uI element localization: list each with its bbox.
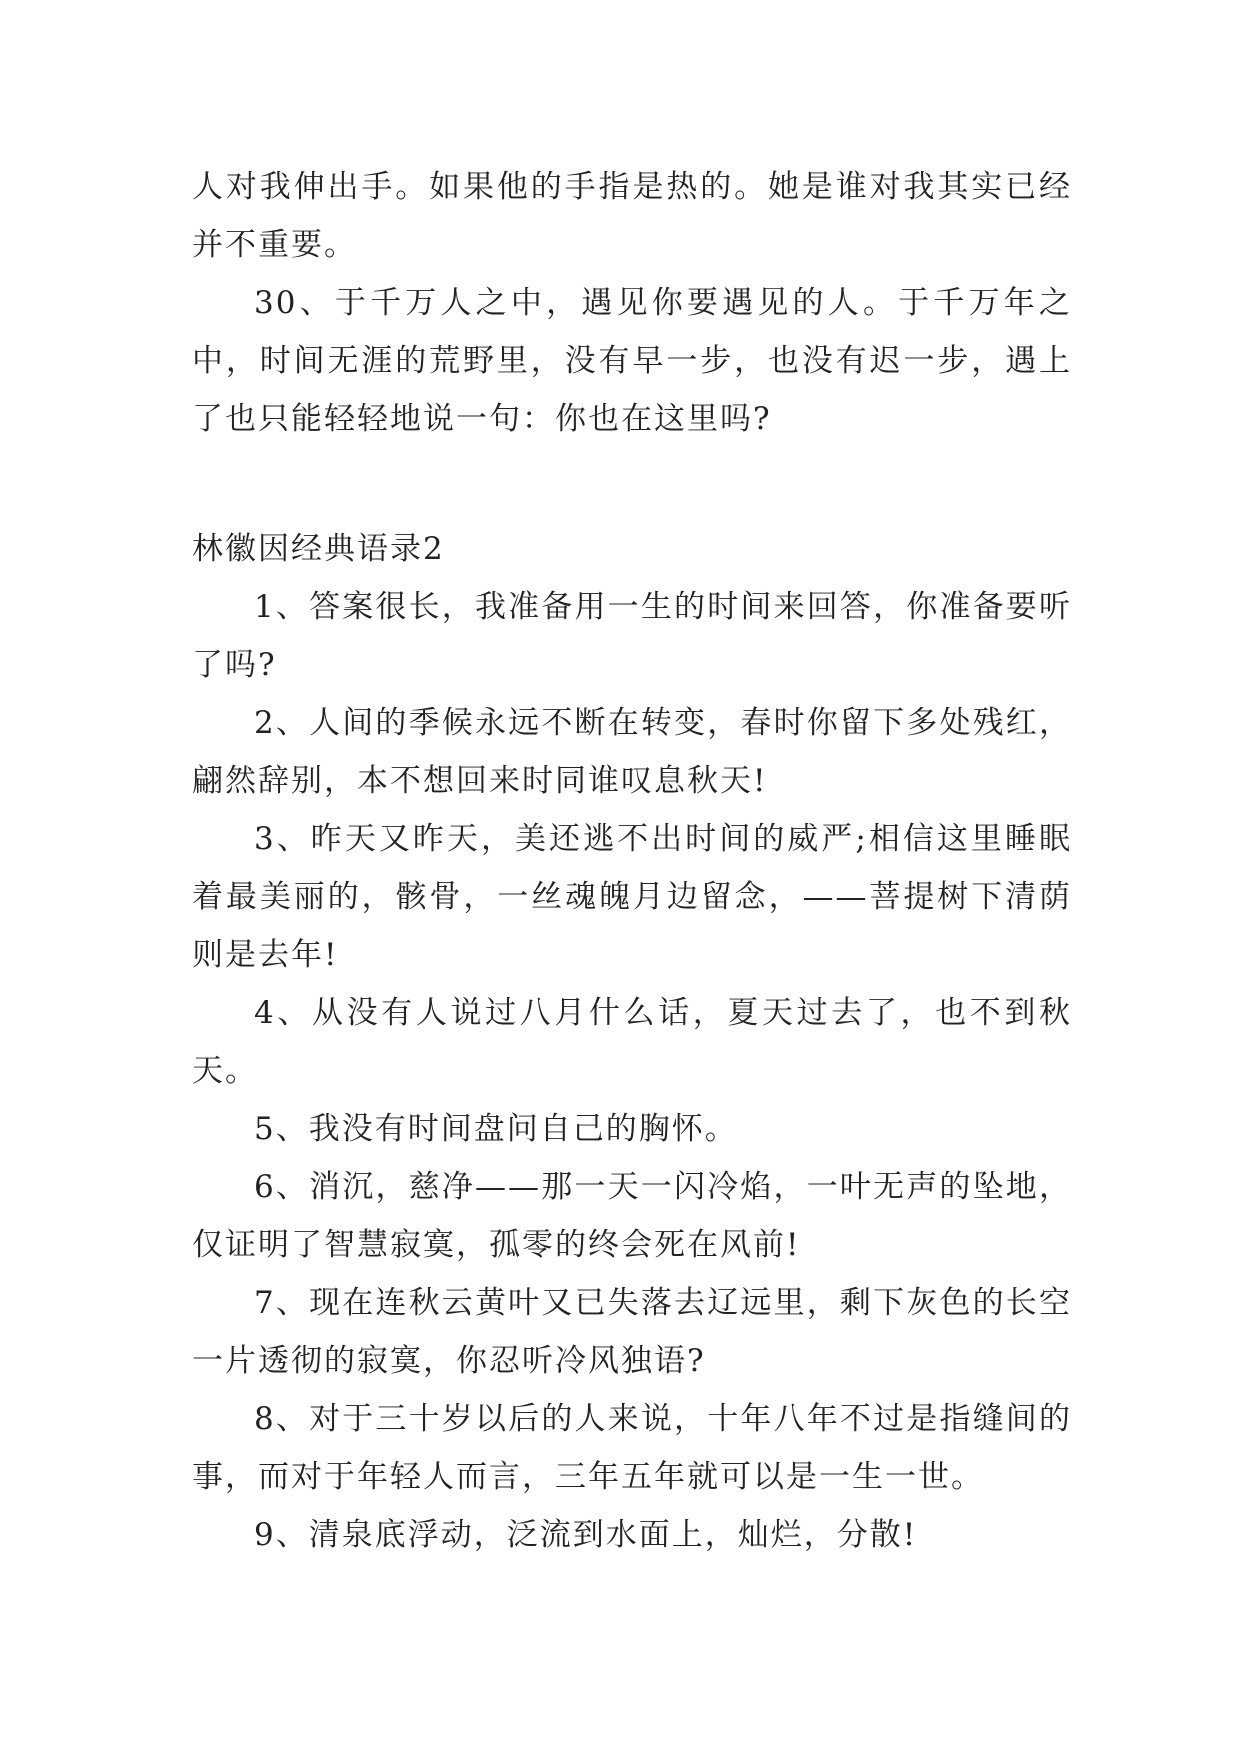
quote-paragraph-9: 9、清泉底浮动，泛流到水面上，灿烂，分散! (254, 1517, 918, 1553)
quote-paragraph-1: 1、答案很长，我准备用一生的时间来回答，你准备要听了吗? (192, 589, 1072, 683)
quote-paragraph-5: 5、我没有时间盘问自己的胸怀。 (254, 1111, 738, 1147)
quote-paragraph-3: 3、昨天又昨天，美还逃不出时间的威严;相信这里睡眠着最美丽的，骸骨，一丝魂魄月边留念，——菩提树下清荫则是去年! (192, 821, 1072, 973)
quote-paragraph-7: 7、现在连秋云黄叶又已失落去辽远里，剩下灰色的长空一片透彻的寂寞，你忍听冷风独语? (192, 1285, 1072, 1379)
section-title: 林徽因经典语录2 (192, 531, 445, 567)
continued-paragraph: 人对我伸出手。如果他的手指是热的。她是谁对我其实已经并不重要。 (192, 169, 1072, 263)
quote-paragraph-4: 4、从没有人说过八月什么话，夏天过去了，也不到秋天。 (192, 995, 1072, 1089)
quote-paragraph-8: 8、对于三十岁以后的人来说，十年八年不过是指缝间的事，而对于年轻人而言，三年五年就可以是一生一世。 (192, 1401, 1072, 1495)
quote-paragraph-6: 6、消沉，慈净——那一天一闪冷焰，一叶无声的坠地，仅证明了智慧寂寞，孤零的终会死在风前! (192, 1169, 1072, 1263)
quote-paragraph-2: 2、人间的季候永远不断在转变，春时你留下多处残红，翩然辞别，本不想回来时同谁叹息秋天! (192, 705, 1072, 799)
quote-paragraph-30: 30、于千万人之中，遇见你要遇见的人。于千万年之中，时间无涯的荒野里，没有早一步，也没有迟一步，遇上了也只能轻轻地说一句：你也在这里吗? (192, 285, 1072, 437)
document-page (192, 158, 1072, 1564)
